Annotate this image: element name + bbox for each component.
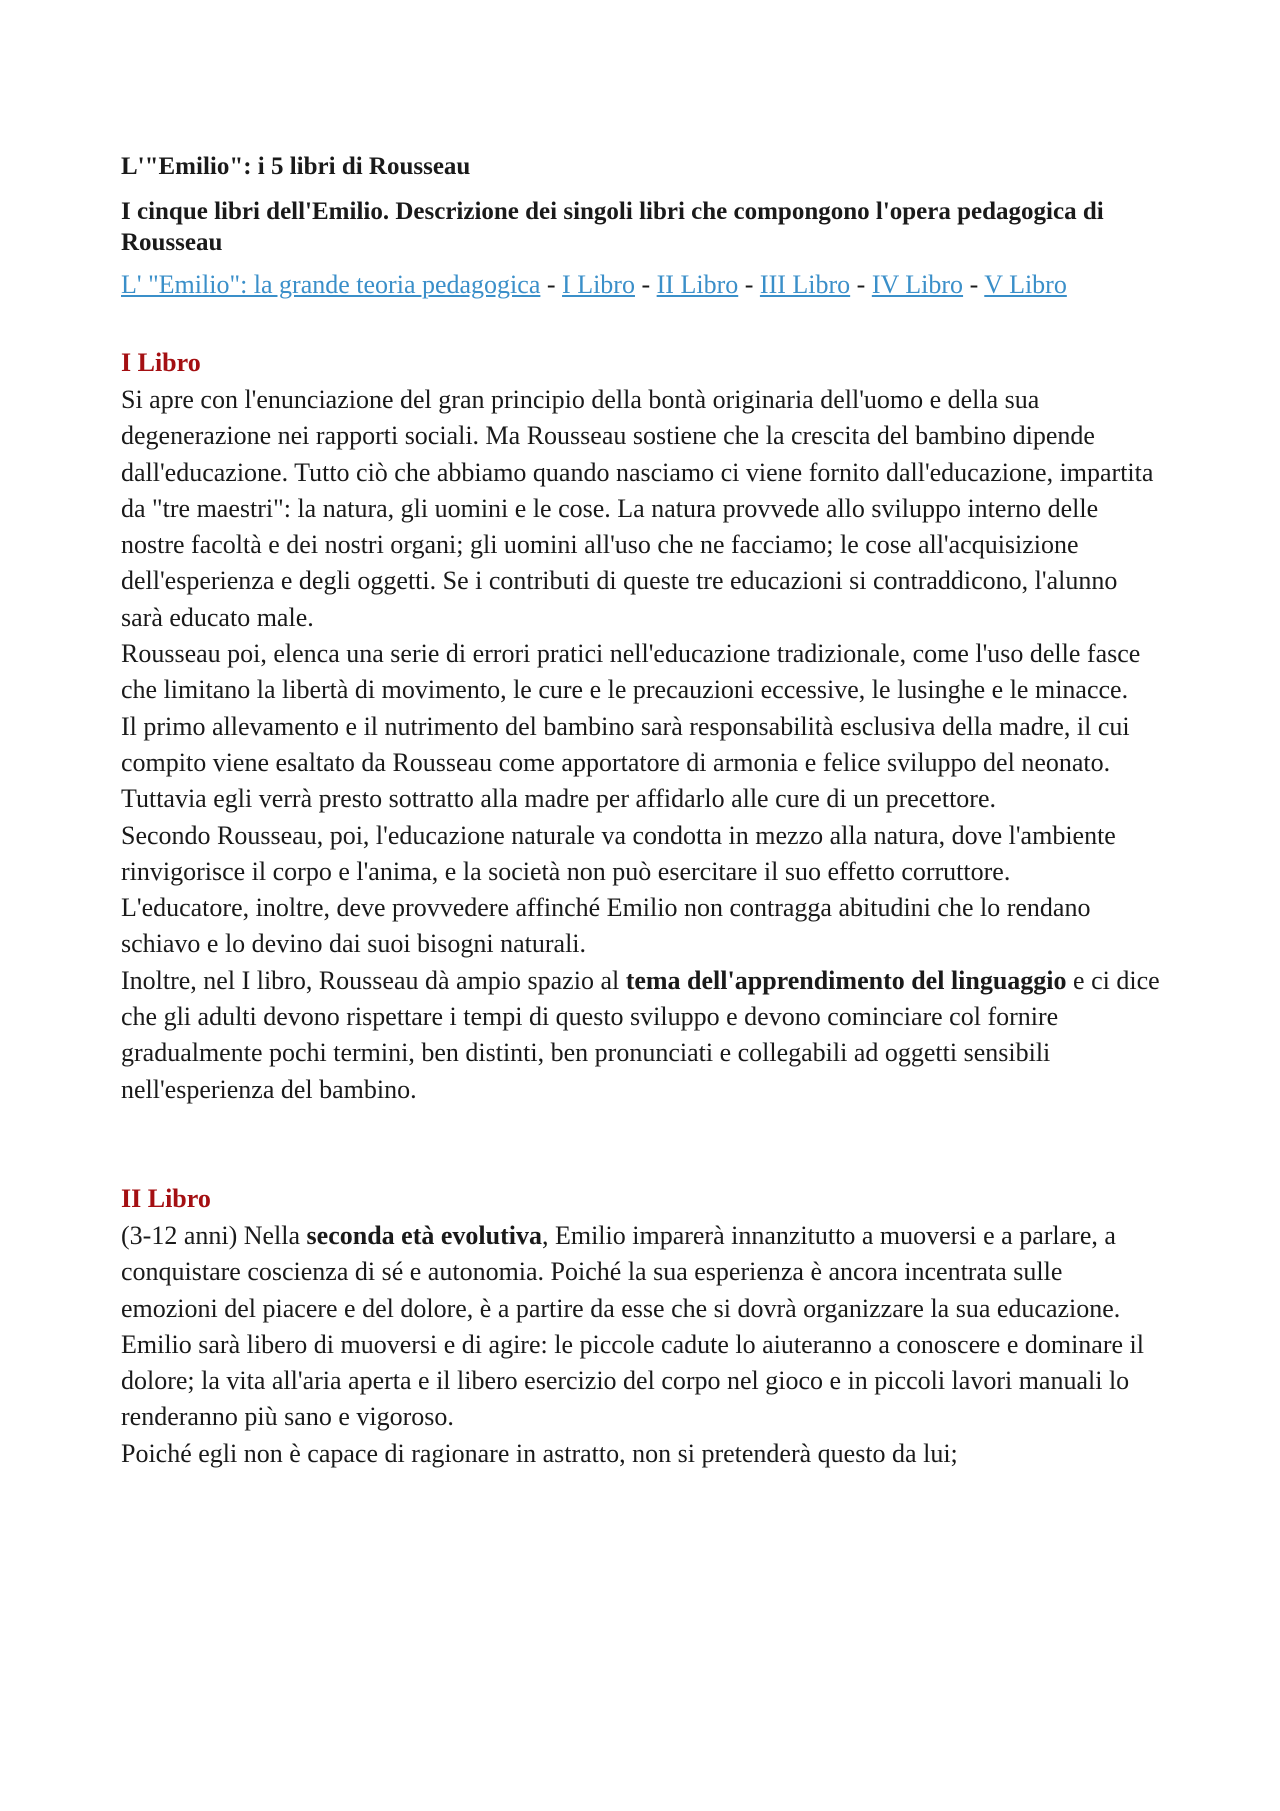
nav-separator: -: [540, 270, 563, 299]
nav-link-libro-3[interactable]: III Libro: [759, 270, 851, 299]
paragraph-text: (3-12 anni) Nella: [121, 1220, 307, 1250]
section-heading: II Libro: [121, 1183, 211, 1213]
document-page: [121, 150, 1161, 1472]
nav-separator: -: [634, 270, 657, 299]
paragraph: Il primo allevamento e il nutrimento del bambino sarà responsabilità esclusiva della madre, il cui compito viene esaltato da Rousseau come apportatore di armonia e felice sviluppo del neonato. Tuttavia egli verrà presto sottratto alla madre per affidarlo alle cure di un precettore.: [121, 711, 1130, 814]
bold-phrase: tema dell'apprendimento del linguaggio: [625, 965, 1067, 995]
nav-link-libro-5[interactable]: V Libro: [984, 270, 1067, 299]
section-libro-2: [121, 1180, 1161, 1472]
paragraph: Rousseau poi, elenca una serie di errori pratici nell'educazione tradizionale, come l'uso delle fasce che limitano la libertà di movimento, le cure e le precauzioni eccessive, le lusinghe e le minacce.: [121, 639, 1141, 705]
document-subtitle: I cinque libri dell'Emilio. Descrizione dei singoli libri che compongono l'opera pedagogica di Rousseau: [121, 198, 1104, 256]
nav-separator: -: [850, 270, 872, 299]
section-libro-1: [121, 344, 1161, 1108]
paragraph: Poiché egli non è capace di ragionare in astratto, non si pretenderà questo da lui;: [121, 1438, 958, 1468]
nav-link-overview[interactable]: L' "Emilio": la grande teoria pedagogica: [121, 270, 541, 299]
paragraph: [121, 1218, 1161, 1327]
paragraph-text: , Emilio imparerà innanzitutto a muoversi e a parlare, a conquistare coscienza di sé e autonomia. Poiché la sua esperienza è ancora incentrata sulle emozioni del piacere e del dolore, è a partire da esse che si dovrà organizzare la sua educazione.: [121, 1220, 1121, 1323]
document-title: L'"Emilio": i 5 libri di Rousseau: [121, 153, 471, 180]
book-navigation: [121, 268, 1161, 302]
paragraph: [121, 963, 1161, 1108]
paragraph: L'educatore, inoltre, deve provvedere affinché Emilio non contragga abitudini che lo rendano schiavo e lo devino dai suoi bisogni naturali.: [121, 893, 1091, 959]
paragraph-text: e ci dice che gli adulti devono rispettare i tempi di questo sviluppo e devono cominciare col fornire gradualmente pochi termini, ben distinti, ben pronunciati e collegabili ad oggetti sensibili nell'esperienza del bambino.: [121, 965, 1160, 1104]
paragraph: Si apre con l'enunciazione del gran principio della bontà originaria dell'uomo e della sua degenerazione nei rapporti sociali. Ma Rousseau sostiene che la crescita del bambino dipende dall'educazione. Tutto ciò che abbiamo quando nasciamo ci viene fornito dall'educazione, impartita da "tre maestri": la natura, gli uomini e le cose. La natura provvede allo sviluppo interno delle nostre facoltà e dei nostri organi; gli uomini all'uso che ne facciamo; le cose all'acquisizione dell'esperienza e degli oggetti. Se i contributi di queste tre educazioni si contraddicono, l'alunno sarà educato male.: [121, 385, 1154, 632]
bold-phrase: seconda età evolutiva: [306, 1220, 542, 1250]
nav-separator: -: [963, 270, 985, 299]
nav-link-libro-1[interactable]: I Libro: [562, 270, 635, 299]
section-heading: I Libro: [121, 348, 201, 377]
nav-link-libro-2[interactable]: II Libro: [656, 270, 739, 299]
paragraph-text: Inoltre, nel I libro, Rousseau dà ampio spazio al: [121, 965, 626, 995]
nav-separator: -: [738, 270, 760, 299]
paragraph: Emilio sarà libero di muoversi e di agire: le piccole cadute lo aiuteranno a conoscere e dominare il dolore; la vita all'aria aperta e il libero esercizio del corpo nel gioco e in piccoli lavori manuali lo renderanno più sano e vigoroso.: [121, 1329, 1144, 1432]
nav-link-libro-4[interactable]: IV Libro: [871, 270, 964, 299]
paragraph: Secondo Rousseau, poi, l'educazione naturale va condotta in mezzo alla natura, dove l'ambiente rinvigorisce il corpo e l'anima, e la società non può esercitare il suo effetto corruttore.: [121, 820, 1116, 886]
